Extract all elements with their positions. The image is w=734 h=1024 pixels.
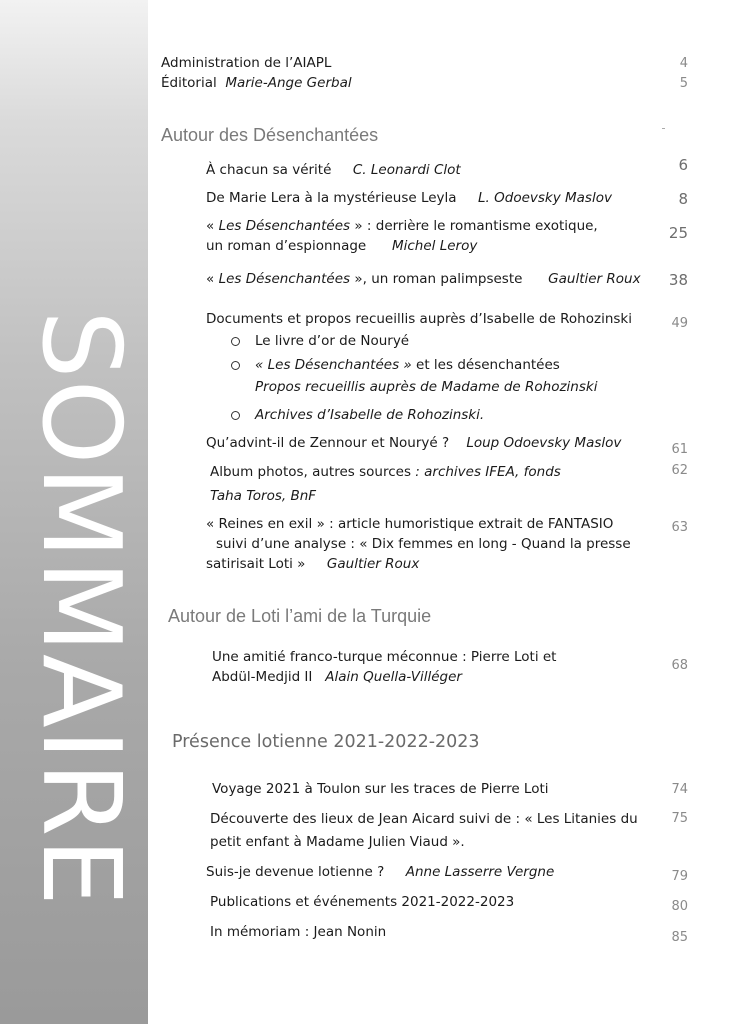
author: L. Odoevsky Maslov <box>478 190 612 206</box>
page-number: 85 <box>671 930 688 945</box>
page-title: SOMMAIRE <box>18 310 143 907</box>
section-heading: Autour des Désenchantées <box>161 125 379 145</box>
page-number: 6 <box>678 156 688 174</box>
author: Marie-Ange Gerbal <box>225 75 352 91</box>
bullet-icon <box>231 411 240 420</box>
page-number: 5 <box>679 76 688 91</box>
author: Gaultier Roux <box>326 556 420 572</box>
toc-subentry: « Les Désenchantées » et les désenchantées <box>255 357 560 373</box>
page-number: 63 <box>671 520 688 535</box>
toc-entry: Documents et propos recueillis auprès d’Isabelle de Rohozinski <box>206 311 632 327</box>
page-number: 80 <box>671 899 688 914</box>
page-number: 49 <box>671 316 688 331</box>
toc-entry: Voyage 2021 à Toulon sur les traces de Pierre Loti <box>212 781 549 797</box>
toc-subentry-note: Propos recueillis auprès de Madame de Rohozinski <box>255 379 598 395</box>
toc-subentry: Le livre d’or de Nouryé <box>255 333 410 349</box>
toc-entry-cont: suivi d’une analyse : « Dix femmes en long - Quand la presse <box>216 536 631 552</box>
toc-entry: Qu’advint-il de Zennour et Nouryé ? Loup Odoevsky Maslov <box>206 435 622 451</box>
toc-entry: Une amitié franco-turque méconnue : Pierre Loti et <box>212 649 557 665</box>
toc-entry-cont: satirisait Loti » Gaultier Roux <box>206 556 420 572</box>
section-heading: Autour de Loti l’ami de la Turquie <box>168 606 432 626</box>
toc-entry-cont: un roman d’espionnage Michel Leroy <box>206 238 478 254</box>
toc-entry: Suis-je devenue lotienne ? Anne Lasserre Vergne <box>206 864 555 880</box>
bullet-icon <box>231 361 240 370</box>
page-number: 68 <box>671 658 688 673</box>
scan-mark <box>662 128 665 129</box>
author: Michel Leroy <box>391 238 478 254</box>
toc-entry: In mémoriam : Jean Nonin <box>210 924 387 940</box>
page-number: 79 <box>671 869 688 884</box>
toc-entry: « Les Désenchantées » : derrière le romantisme exotique, <box>206 218 598 234</box>
toc-entry: « Reines en exil » : article humoristique extrait de FANTASIO <box>206 516 614 532</box>
author: Alain Quella-Villéger <box>325 669 462 685</box>
page-number: 62 <box>671 463 688 478</box>
bullet-icon <box>231 337 240 346</box>
section-heading: Présence lotienne 2021-2022-2023 <box>172 732 480 752</box>
toc-entry-administration: Administration de l’AIAPL <box>161 55 332 71</box>
toc-entry: À chacun sa vérité C. Leonardi Clot <box>206 162 461 178</box>
toc-entry: De Marie Lera à la mystérieuse Leyla L. Odoevsky Maslov <box>206 190 612 206</box>
page-number: 75 <box>671 811 688 826</box>
author: C. Leonardi Clot <box>352 162 461 178</box>
toc-entry-cont: Abdül-Medjid II Alain Quella-Villéger <box>212 669 462 685</box>
author: Gaultier Roux <box>548 271 641 287</box>
page-number: 74 <box>671 782 688 797</box>
page-number: 8 <box>678 190 688 208</box>
toc-entry: « Les Désenchantées », un roman palimpseste Gaultier Roux <box>206 271 641 287</box>
page-number: 25 <box>668 224 688 242</box>
toc-entry: Découverte des lieux de Jean Aicard suivi de : « Les Litanies du <box>210 811 638 827</box>
page-number: 38 <box>668 271 688 289</box>
author: Anne Lasserre Vergne <box>405 864 555 880</box>
toc-entry-cont: Taha Toros, BnF <box>210 488 317 504</box>
toc-entry: Publications et événements 2021-2022-2023 <box>210 894 515 910</box>
toc-entry: Album photos, autres sources : archives IFEA, fonds <box>210 464 561 480</box>
toc-subentry: Archives d’Isabelle de Rohozinski. <box>255 407 485 423</box>
page-number: 4 <box>679 56 688 71</box>
toc-entry-editorial: Éditorial Marie-Ange Gerbal <box>161 75 352 91</box>
toc-entry-cont: petit enfant à Madame Julien Viaud ». <box>210 834 465 850</box>
page-number: 61 <box>671 442 688 457</box>
author: Loup Odoevsky Maslov <box>466 435 622 451</box>
